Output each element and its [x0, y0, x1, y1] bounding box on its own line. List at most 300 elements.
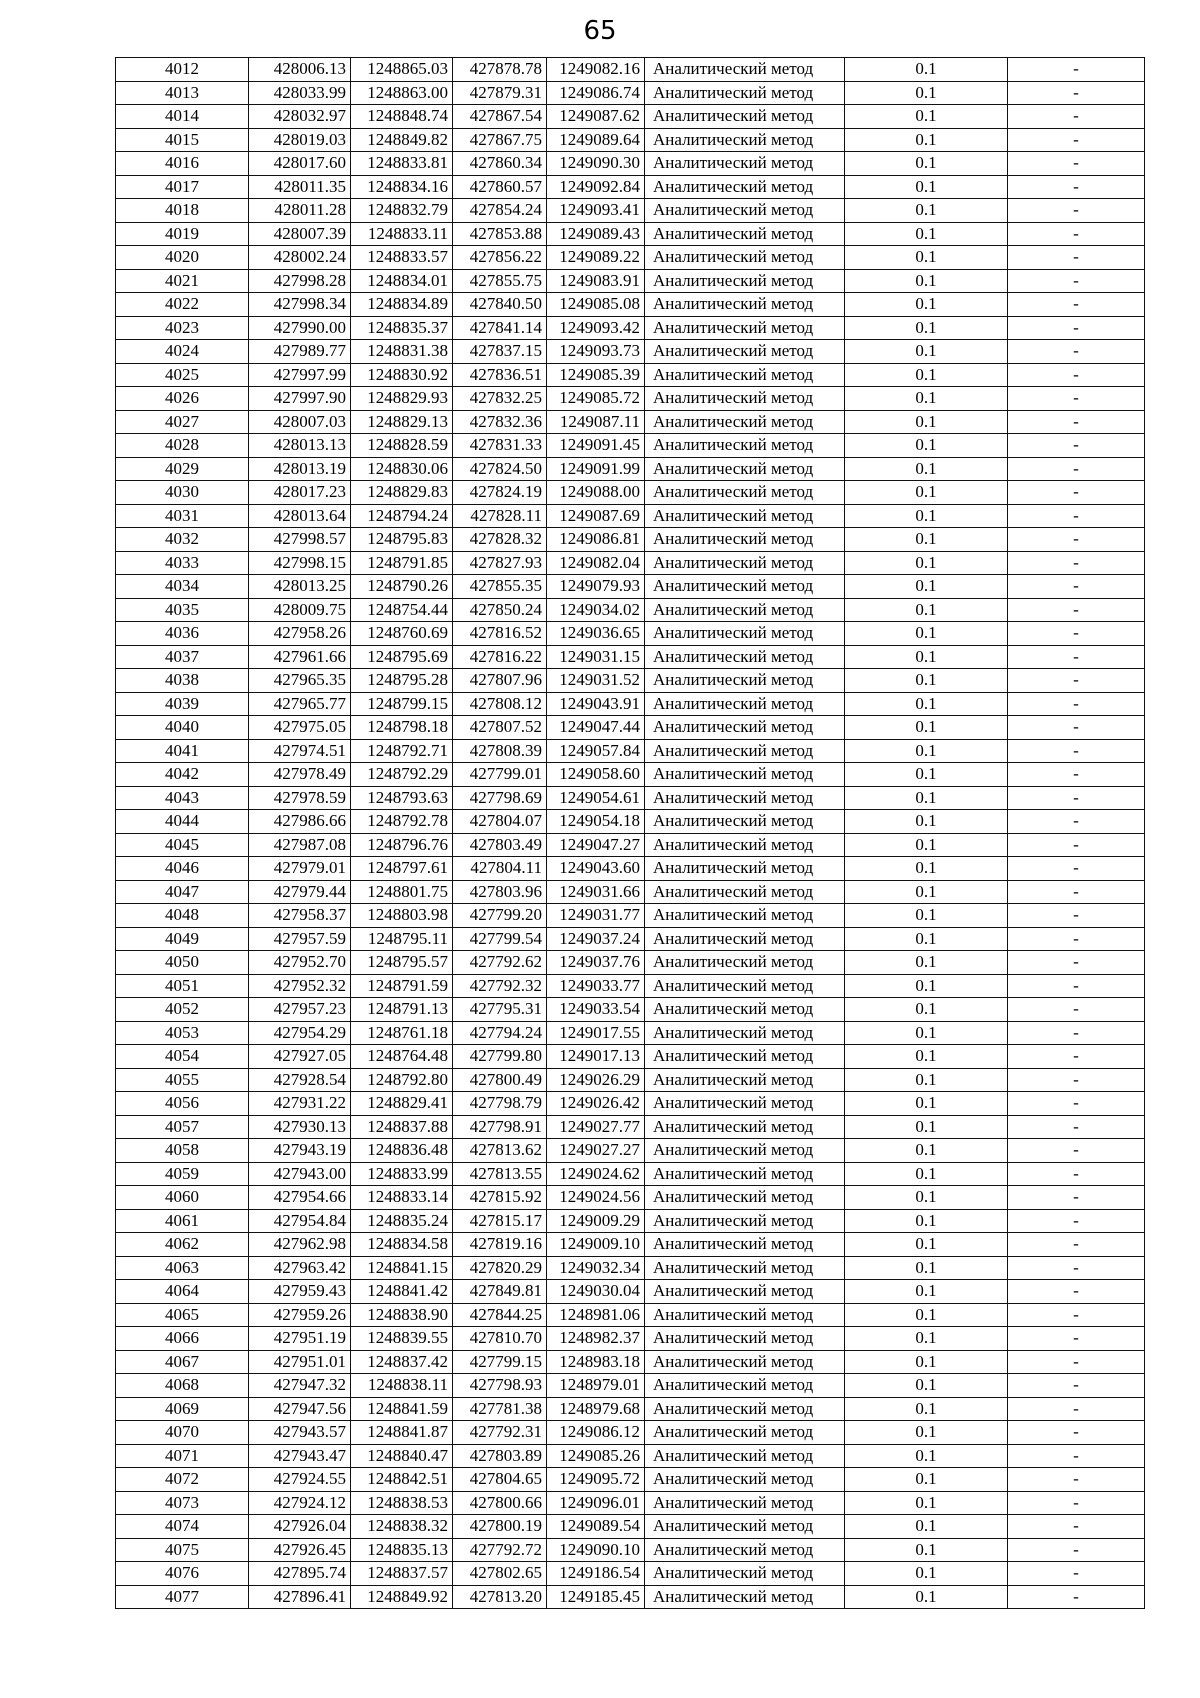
- cell-x2-coordinate: 427849.81: [453, 1280, 547, 1304]
- cell-x1-coordinate: 427989.77: [249, 340, 351, 364]
- cell-method: Аналитический метод: [645, 246, 845, 270]
- cell-x1-coordinate: 428013.25: [249, 575, 351, 599]
- cell-y2-coordinate: 1249009.10: [547, 1233, 645, 1257]
- cell-y1-coordinate: 1248835.37: [351, 316, 453, 340]
- cell-method: Аналитический метод: [645, 1303, 845, 1327]
- cell-accuracy: 0.1: [845, 904, 1008, 928]
- cell-point-number: 4067: [116, 1350, 249, 1374]
- cell-y1-coordinate: 1248791.85: [351, 551, 453, 575]
- cell-note: -: [1008, 669, 1145, 693]
- cell-note: -: [1008, 1280, 1145, 1304]
- cell-x2-coordinate: 427855.75: [453, 269, 547, 293]
- cell-x1-coordinate: 427978.49: [249, 763, 351, 787]
- cell-x2-coordinate: 427836.51: [453, 363, 547, 387]
- cell-note: -: [1008, 1162, 1145, 1186]
- cell-point-number: 4040: [116, 716, 249, 740]
- cell-accuracy: 0.1: [845, 152, 1008, 176]
- cell-note: -: [1008, 1068, 1145, 1092]
- cell-method: Аналитический метод: [645, 293, 845, 317]
- cell-note: -: [1008, 1585, 1145, 1609]
- cell-y2-coordinate: 1249043.91: [547, 692, 645, 716]
- table-row: [116, 1468, 1145, 1492]
- table-row: [116, 1327, 1145, 1351]
- cell-method: Аналитический метод: [645, 152, 845, 176]
- cell-y1-coordinate: 1248832.79: [351, 199, 453, 223]
- cell-y1-coordinate: 1248834.16: [351, 175, 453, 199]
- cell-x1-coordinate: 427952.32: [249, 974, 351, 998]
- cell-point-number: 4068: [116, 1374, 249, 1398]
- cell-y1-coordinate: 1248837.57: [351, 1562, 453, 1586]
- cell-x1-coordinate: 427951.19: [249, 1327, 351, 1351]
- cell-point-number: 4050: [116, 951, 249, 975]
- cell-y1-coordinate: 1248830.06: [351, 457, 453, 481]
- cell-y2-coordinate: 1249086.74: [547, 81, 645, 105]
- cell-accuracy: 0.1: [845, 716, 1008, 740]
- cell-accuracy: 0.1: [845, 1115, 1008, 1139]
- cell-y2-coordinate: 1249031.15: [547, 645, 645, 669]
- cell-x2-coordinate: 427850.24: [453, 598, 547, 622]
- cell-note: -: [1008, 739, 1145, 763]
- cell-y2-coordinate: 1249079.93: [547, 575, 645, 599]
- cell-y2-coordinate: 1249031.77: [547, 904, 645, 928]
- cell-accuracy: 0.1: [845, 128, 1008, 152]
- cell-x2-coordinate: 427827.93: [453, 551, 547, 575]
- cell-note: -: [1008, 857, 1145, 881]
- cell-point-number: 4012: [116, 58, 249, 82]
- cell-x2-coordinate: 427799.15: [453, 1350, 547, 1374]
- cell-note: -: [1008, 1562, 1145, 1586]
- table-row: [116, 316, 1145, 340]
- table-row: [116, 1162, 1145, 1186]
- cell-note: -: [1008, 763, 1145, 787]
- table-row: [116, 481, 1145, 505]
- cell-x2-coordinate: 427807.52: [453, 716, 547, 740]
- cell-accuracy: 0.1: [845, 1397, 1008, 1421]
- cell-accuracy: 0.1: [845, 739, 1008, 763]
- table-row: [116, 1374, 1145, 1398]
- cell-method: Аналитический метод: [645, 880, 845, 904]
- cell-method: Аналитический метод: [645, 1350, 845, 1374]
- table-row: [116, 504, 1145, 528]
- table-row: [116, 1233, 1145, 1257]
- cell-x2-coordinate: 427807.96: [453, 669, 547, 693]
- cell-y1-coordinate: 1248796.76: [351, 833, 453, 857]
- cell-note: -: [1008, 1397, 1145, 1421]
- cell-point-number: 4018: [116, 199, 249, 223]
- table-row: [116, 1350, 1145, 1374]
- cell-x2-coordinate: 427860.57: [453, 175, 547, 199]
- cell-y2-coordinate: 1249087.69: [547, 504, 645, 528]
- cell-point-number: 4054: [116, 1045, 249, 1069]
- cell-y2-coordinate: 1249093.41: [547, 199, 645, 223]
- cell-method: Аналитический метод: [645, 598, 845, 622]
- cell-y2-coordinate: 1249057.84: [547, 739, 645, 763]
- cell-point-number: 4076: [116, 1562, 249, 1586]
- cell-point-number: 4026: [116, 387, 249, 411]
- table-row: [116, 739, 1145, 763]
- cell-x2-coordinate: 427794.24: [453, 1021, 547, 1045]
- cell-y1-coordinate: 1248837.88: [351, 1115, 453, 1139]
- table-row: [116, 1256, 1145, 1280]
- cell-y1-coordinate: 1248793.63: [351, 786, 453, 810]
- cell-accuracy: 0.1: [845, 1139, 1008, 1163]
- cell-note: -: [1008, 1045, 1145, 1069]
- cell-x1-coordinate: 427974.51: [249, 739, 351, 763]
- table-row: [116, 105, 1145, 129]
- cell-y2-coordinate: 1249096.01: [547, 1491, 645, 1515]
- cell-y2-coordinate: 1249032.34: [547, 1256, 645, 1280]
- cell-point-number: 4069: [116, 1397, 249, 1421]
- cell-y1-coordinate: 1248790.26: [351, 575, 453, 599]
- cell-y1-coordinate: 1248865.03: [351, 58, 453, 82]
- cell-x2-coordinate: 427810.70: [453, 1327, 547, 1351]
- cell-accuracy: 0.1: [845, 246, 1008, 270]
- cell-y1-coordinate: 1248761.18: [351, 1021, 453, 1045]
- cell-method: Аналитический метод: [645, 1538, 845, 1562]
- cell-accuracy: 0.1: [845, 927, 1008, 951]
- cell-y2-coordinate: 1249086.12: [547, 1421, 645, 1445]
- cell-point-number: 4052: [116, 998, 249, 1022]
- cell-y1-coordinate: 1248837.42: [351, 1350, 453, 1374]
- cell-note: -: [1008, 1538, 1145, 1562]
- cell-point-number: 4059: [116, 1162, 249, 1186]
- table-row: [116, 1538, 1145, 1562]
- cell-accuracy: 0.1: [845, 199, 1008, 223]
- cell-x1-coordinate: 427963.42: [249, 1256, 351, 1280]
- cell-y1-coordinate: 1248863.00: [351, 81, 453, 105]
- table-row: [116, 340, 1145, 364]
- table-row: [116, 246, 1145, 270]
- cell-accuracy: 0.1: [845, 1092, 1008, 1116]
- cell-accuracy: 0.1: [845, 410, 1008, 434]
- cell-point-number: 4043: [116, 786, 249, 810]
- cell-note: -: [1008, 974, 1145, 998]
- cell-point-number: 4027: [116, 410, 249, 434]
- cell-point-number: 4041: [116, 739, 249, 763]
- cell-y1-coordinate: 1248833.11: [351, 222, 453, 246]
- cell-method: Аналитический метод: [645, 1562, 845, 1586]
- cell-y2-coordinate: 1249030.04: [547, 1280, 645, 1304]
- cell-point-number: 4044: [116, 810, 249, 834]
- cell-y1-coordinate: 1248830.92: [351, 363, 453, 387]
- cell-y1-coordinate: 1248831.38: [351, 340, 453, 364]
- cell-accuracy: 0.1: [845, 81, 1008, 105]
- cell-note: -: [1008, 105, 1145, 129]
- cell-y2-coordinate: 1249036.65: [547, 622, 645, 646]
- cell-method: Аналитический метод: [645, 1021, 845, 1045]
- cell-point-number: 4071: [116, 1444, 249, 1468]
- cell-note: -: [1008, 128, 1145, 152]
- cell-accuracy: 0.1: [845, 692, 1008, 716]
- cell-note: -: [1008, 692, 1145, 716]
- cell-x1-coordinate: 427943.57: [249, 1421, 351, 1445]
- cell-y1-coordinate: 1248795.11: [351, 927, 453, 951]
- cell-note: -: [1008, 175, 1145, 199]
- table-row: [116, 434, 1145, 458]
- cell-note: -: [1008, 504, 1145, 528]
- cell-y2-coordinate: 1249047.27: [547, 833, 645, 857]
- cell-method: Аналитический метод: [645, 1186, 845, 1210]
- table-row: [116, 716, 1145, 740]
- cell-y1-coordinate: 1248828.59: [351, 434, 453, 458]
- cell-note: -: [1008, 199, 1145, 223]
- cell-x1-coordinate: 427931.22: [249, 1092, 351, 1116]
- cell-y2-coordinate: 1249027.77: [547, 1115, 645, 1139]
- cell-x1-coordinate: 428033.99: [249, 81, 351, 105]
- cell-accuracy: 0.1: [845, 951, 1008, 975]
- cell-y1-coordinate: 1248829.83: [351, 481, 453, 505]
- cell-x2-coordinate: 427860.34: [453, 152, 547, 176]
- cell-accuracy: 0.1: [845, 504, 1008, 528]
- cell-note: -: [1008, 1186, 1145, 1210]
- cell-x1-coordinate: 427990.00: [249, 316, 351, 340]
- cell-accuracy: 0.1: [845, 551, 1008, 575]
- cell-method: Аналитический метод: [645, 222, 845, 246]
- cell-y1-coordinate: 1248841.87: [351, 1421, 453, 1445]
- cell-x1-coordinate: 428007.39: [249, 222, 351, 246]
- cell-y1-coordinate: 1248835.24: [351, 1209, 453, 1233]
- cell-y2-coordinate: 1249026.42: [547, 1092, 645, 1116]
- cell-y1-coordinate: 1248829.41: [351, 1092, 453, 1116]
- cell-point-number: 4062: [116, 1233, 249, 1257]
- cell-note: -: [1008, 622, 1145, 646]
- cell-point-number: 4064: [116, 1280, 249, 1304]
- cell-y2-coordinate: 1249185.45: [547, 1585, 645, 1609]
- table-row: [116, 645, 1145, 669]
- cell-method: Аналитический метод: [645, 1491, 845, 1515]
- cell-y1-coordinate: 1248760.69: [351, 622, 453, 646]
- table-row: [116, 974, 1145, 998]
- table-row: [116, 1115, 1145, 1139]
- cell-note: -: [1008, 363, 1145, 387]
- cell-x2-coordinate: 427824.19: [453, 481, 547, 505]
- cell-x2-coordinate: 427832.36: [453, 410, 547, 434]
- cell-y1-coordinate: 1248841.42: [351, 1280, 453, 1304]
- cell-note: -: [1008, 481, 1145, 505]
- cell-x2-coordinate: 427808.12: [453, 692, 547, 716]
- cell-accuracy: 0.1: [845, 763, 1008, 787]
- cell-x2-coordinate: 427795.31: [453, 998, 547, 1022]
- cell-accuracy: 0.1: [845, 1045, 1008, 1069]
- table-row: [116, 1397, 1145, 1421]
- cell-x2-coordinate: 427856.22: [453, 246, 547, 270]
- cell-y2-coordinate: 1248983.18: [547, 1350, 645, 1374]
- table-row: [116, 951, 1145, 975]
- cell-method: Аналитический метод: [645, 1397, 845, 1421]
- cell-x2-coordinate: 427841.14: [453, 316, 547, 340]
- cell-x1-coordinate: 427896.41: [249, 1585, 351, 1609]
- cell-x2-coordinate: 427799.54: [453, 927, 547, 951]
- cell-method: Аналитический метод: [645, 128, 845, 152]
- cell-method: Аналитический метод: [645, 1515, 845, 1539]
- cell-method: Аналитический метод: [645, 951, 845, 975]
- cell-x2-coordinate: 427867.75: [453, 128, 547, 152]
- cell-x1-coordinate: 428009.75: [249, 598, 351, 622]
- cell-x2-coordinate: 427844.25: [453, 1303, 547, 1327]
- cell-note: -: [1008, 810, 1145, 834]
- cell-x1-coordinate: 427961.66: [249, 645, 351, 669]
- cell-y1-coordinate: 1248795.28: [351, 669, 453, 693]
- cell-accuracy: 0.1: [845, 1538, 1008, 1562]
- cell-x1-coordinate: 428032.97: [249, 105, 351, 129]
- cell-point-number: 4031: [116, 504, 249, 528]
- cell-accuracy: 0.1: [845, 833, 1008, 857]
- cell-point-number: 4063: [116, 1256, 249, 1280]
- table-row: [116, 551, 1145, 575]
- cell-y2-coordinate: 1249092.84: [547, 175, 645, 199]
- cell-x1-coordinate: 427975.05: [249, 716, 351, 740]
- table-row: [116, 528, 1145, 552]
- cell-note: -: [1008, 434, 1145, 458]
- cell-accuracy: 0.1: [845, 528, 1008, 552]
- cell-note: -: [1008, 1233, 1145, 1257]
- cell-y2-coordinate: 1249034.02: [547, 598, 645, 622]
- cell-y2-coordinate: 1249017.55: [547, 1021, 645, 1045]
- cell-y1-coordinate: 1248799.15: [351, 692, 453, 716]
- table-row: [116, 199, 1145, 223]
- cell-accuracy: 0.1: [845, 1562, 1008, 1586]
- cell-x2-coordinate: 427854.24: [453, 199, 547, 223]
- cell-method: Аналитический метод: [645, 739, 845, 763]
- table-row: [116, 1562, 1145, 1586]
- cell-point-number: 4061: [116, 1209, 249, 1233]
- cell-x1-coordinate: 427965.35: [249, 669, 351, 693]
- cell-x1-coordinate: 428013.64: [249, 504, 351, 528]
- table-row: [116, 598, 1145, 622]
- cell-point-number: 4060: [116, 1186, 249, 1210]
- cell-x1-coordinate: 427965.77: [249, 692, 351, 716]
- table-row: [116, 904, 1145, 928]
- cell-point-number: 4030: [116, 481, 249, 505]
- cell-method: Аналитический метод: [645, 175, 845, 199]
- cell-x2-coordinate: 427792.72: [453, 1538, 547, 1562]
- table-row: [116, 1209, 1145, 1233]
- cell-y2-coordinate: 1249089.64: [547, 128, 645, 152]
- cell-method: Аналитический метод: [645, 786, 845, 810]
- cell-y1-coordinate: 1248838.53: [351, 1491, 453, 1515]
- cell-y2-coordinate: 1249088.00: [547, 481, 645, 505]
- cell-accuracy: 0.1: [845, 1209, 1008, 1233]
- cell-accuracy: 0.1: [845, 974, 1008, 998]
- table-row: [116, 1491, 1145, 1515]
- table-row: [116, 1021, 1145, 1045]
- cell-x2-coordinate: 427803.49: [453, 833, 547, 857]
- cell-note: -: [1008, 598, 1145, 622]
- cell-method: Аналитический метод: [645, 1280, 845, 1304]
- cell-y2-coordinate: 1249054.61: [547, 786, 645, 810]
- cell-y2-coordinate: 1249085.08: [547, 293, 645, 317]
- cell-note: -: [1008, 340, 1145, 364]
- table-row: [116, 363, 1145, 387]
- cell-y2-coordinate: 1249024.62: [547, 1162, 645, 1186]
- cell-y1-coordinate: 1248840.47: [351, 1444, 453, 1468]
- cell-point-number: 4073: [116, 1491, 249, 1515]
- cell-y1-coordinate: 1248833.99: [351, 1162, 453, 1186]
- cell-x1-coordinate: 427926.45: [249, 1538, 351, 1562]
- cell-method: Аналитический метод: [645, 645, 845, 669]
- cell-point-number: 4021: [116, 269, 249, 293]
- cell-method: Аналитический метод: [645, 199, 845, 223]
- cell-accuracy: 0.1: [845, 1186, 1008, 1210]
- cell-accuracy: 0.1: [845, 105, 1008, 129]
- cell-y2-coordinate: 1249082.16: [547, 58, 645, 82]
- cell-x2-coordinate: 427798.69: [453, 786, 547, 810]
- cell-x1-coordinate: 427998.15: [249, 551, 351, 575]
- cell-method: Аналитический метод: [645, 1468, 845, 1492]
- cell-method: Аналитический метод: [645, 622, 845, 646]
- cell-y1-coordinate: 1248795.69: [351, 645, 453, 669]
- cell-note: -: [1008, 457, 1145, 481]
- cell-x1-coordinate: 427957.59: [249, 927, 351, 951]
- cell-note: -: [1008, 575, 1145, 599]
- cell-method: Аналитический метод: [645, 575, 845, 599]
- table-row: [116, 1139, 1145, 1163]
- table-row: [116, 763, 1145, 787]
- cell-point-number: 4022: [116, 293, 249, 317]
- cell-x2-coordinate: 427799.80: [453, 1045, 547, 1069]
- cell-method: Аналитический метод: [645, 810, 845, 834]
- cell-point-number: 4017: [116, 175, 249, 199]
- cell-x2-coordinate: 427798.79: [453, 1092, 547, 1116]
- cell-x1-coordinate: 427895.74: [249, 1562, 351, 1586]
- cell-accuracy: 0.1: [845, 1491, 1008, 1515]
- page-number: 65: [583, 16, 617, 46]
- cell-x1-coordinate: 427997.99: [249, 363, 351, 387]
- cell-method: Аналитический метод: [645, 1421, 845, 1445]
- cell-point-number: 4015: [116, 128, 249, 152]
- cell-y2-coordinate: 1249090.30: [547, 152, 645, 176]
- cell-y2-coordinate: 1249031.52: [547, 669, 645, 693]
- table-row: [116, 810, 1145, 834]
- cell-method: Аналитический метод: [645, 410, 845, 434]
- cell-point-number: 4070: [116, 1421, 249, 1445]
- cell-point-number: 4049: [116, 927, 249, 951]
- cell-note: -: [1008, 81, 1145, 105]
- cell-method: Аналитический метод: [645, 1209, 845, 1233]
- cell-y2-coordinate: 1249027.27: [547, 1139, 645, 1163]
- cell-note: -: [1008, 1444, 1145, 1468]
- cell-x1-coordinate: 427954.66: [249, 1186, 351, 1210]
- cell-accuracy: 0.1: [845, 1256, 1008, 1280]
- cell-point-number: 4053: [116, 1021, 249, 1045]
- table-row: [116, 457, 1145, 481]
- cell-x1-coordinate: 427928.54: [249, 1068, 351, 1092]
- cell-x2-coordinate: 427816.52: [453, 622, 547, 646]
- cell-accuracy: 0.1: [845, 575, 1008, 599]
- cell-y1-coordinate: 1248803.98: [351, 904, 453, 928]
- cell-method: Аналитический метод: [645, 974, 845, 998]
- cell-x1-coordinate: 428013.13: [249, 434, 351, 458]
- table-row: [116, 692, 1145, 716]
- cell-accuracy: 0.1: [845, 880, 1008, 904]
- cell-x1-coordinate: 428017.23: [249, 481, 351, 505]
- cell-method: Аналитический метод: [645, 105, 845, 129]
- cell-y2-coordinate: 1248979.68: [547, 1397, 645, 1421]
- cell-method: Аналитический метод: [645, 528, 845, 552]
- cell-method: Аналитический метод: [645, 1233, 845, 1257]
- cell-accuracy: 0.1: [845, 1068, 1008, 1092]
- cell-note: -: [1008, 1256, 1145, 1280]
- cell-note: -: [1008, 1139, 1145, 1163]
- cell-note: -: [1008, 786, 1145, 810]
- cell-method: Аналитический метод: [645, 316, 845, 340]
- cell-y2-coordinate: 1249186.54: [547, 1562, 645, 1586]
- cell-y1-coordinate: 1248835.13: [351, 1538, 453, 1562]
- cell-note: -: [1008, 1468, 1145, 1492]
- cell-point-number: 4014: [116, 105, 249, 129]
- cell-x2-coordinate: 427855.35: [453, 575, 547, 599]
- cell-y1-coordinate: 1248792.80: [351, 1068, 453, 1092]
